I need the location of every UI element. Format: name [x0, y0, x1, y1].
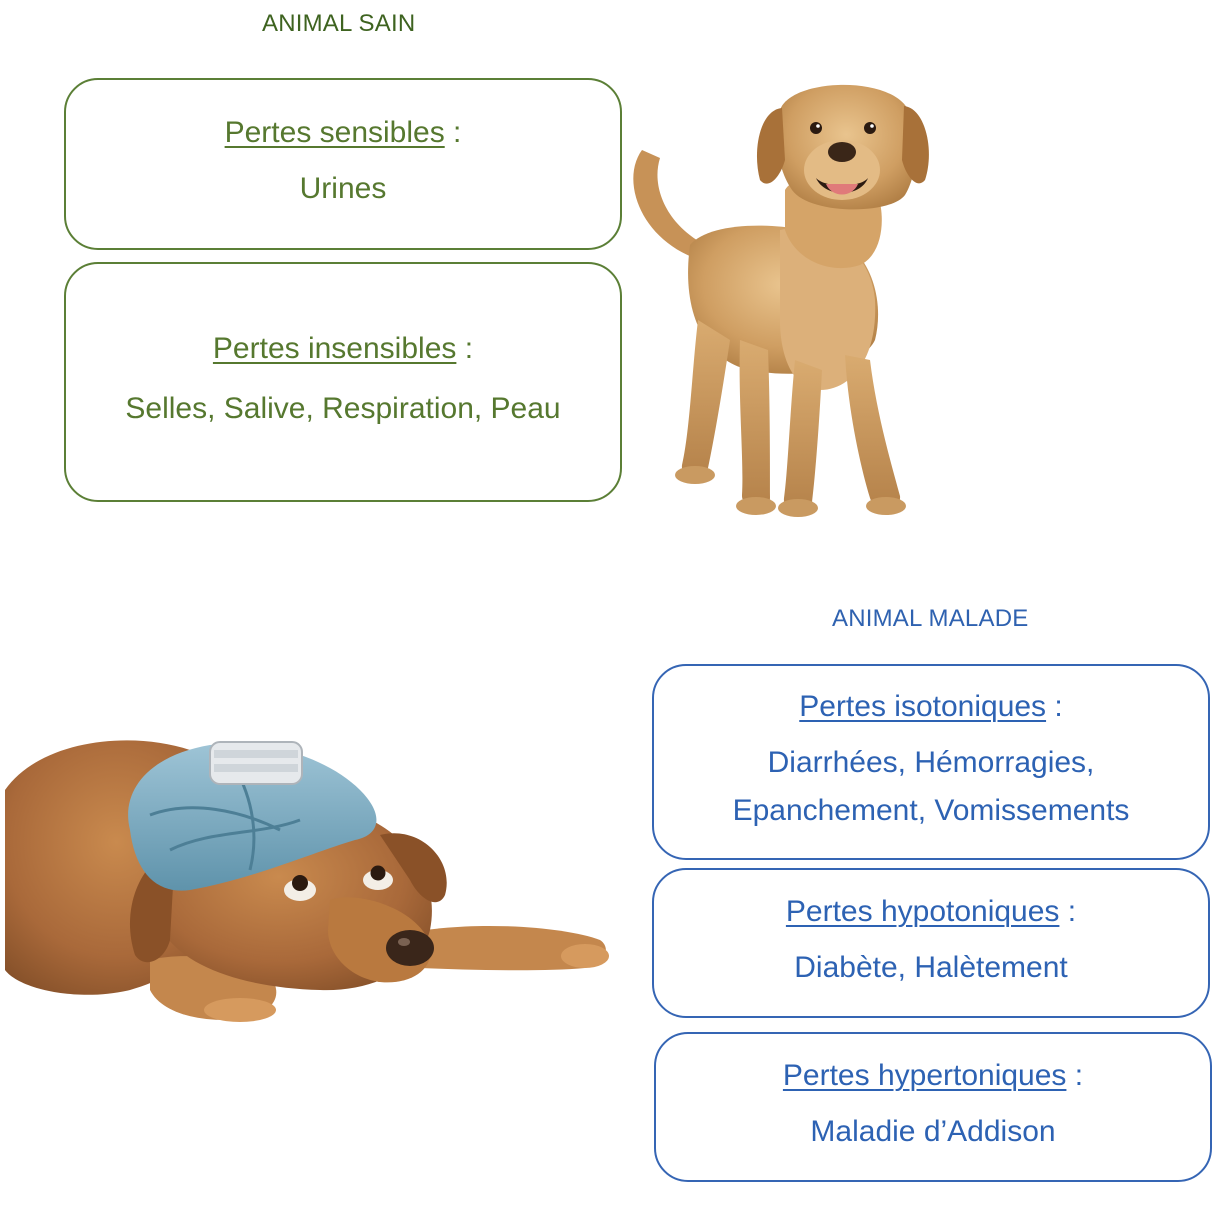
sensible-losses-items: Urines: [299, 172, 387, 205]
healthy-dog-image: [620, 70, 940, 540]
title-colon: :: [444, 116, 462, 149]
healthy-heading: ANIMAL SAIN: [262, 10, 416, 37]
title-colon: :: [1066, 1059, 1084, 1092]
insensible-losses-title-text: Pertes insensibles: [212, 332, 457, 365]
hypertonic-losses-box: [654, 1032, 1212, 1182]
isotonic-losses-line-1: Diarrhées, Hémorragies,: [767, 746, 1095, 779]
hypertonic-losses-title-text: Pertes hypertoniques: [782, 1059, 1067, 1092]
isotonic-losses-line-2: Epanchement, Vomissements: [732, 794, 1130, 827]
title-colon: :: [456, 332, 474, 365]
hypotonic-losses-box: [652, 868, 1210, 1018]
sensible-losses-title-text: Pertes sensibles: [224, 116, 445, 149]
sensible-losses-box: [64, 78, 622, 250]
isotonic-losses-title-text: Pertes isotoniques: [799, 690, 1047, 723]
insensible-losses-box: [64, 262, 622, 502]
isotonic-losses-items: [733, 739, 1130, 835]
hypotonic-losses-title-text: Pertes hypotoniques: [785, 895, 1060, 928]
sick-dog-image: [0, 720, 620, 1040]
hypertonic-losses-items: Maladie d’Addison: [810, 1115, 1056, 1148]
sensible-losses-title: [225, 115, 462, 151]
sick-heading: ANIMAL MALADE: [832, 605, 1029, 632]
insensible-losses-items: Selles, Salive, Respiration, Peau: [125, 392, 561, 425]
hypotonic-losses-title: [786, 894, 1076, 930]
isotonic-losses-title: [799, 689, 1062, 725]
isotonic-losses-box: [652, 664, 1210, 860]
insensible-losses-title: [213, 331, 473, 367]
hypertonic-losses-title: [783, 1058, 1083, 1094]
title-colon: :: [1059, 895, 1077, 928]
title-colon: :: [1046, 690, 1063, 723]
hypotonic-losses-items: Diabète, Halètement: [794, 951, 1068, 984]
